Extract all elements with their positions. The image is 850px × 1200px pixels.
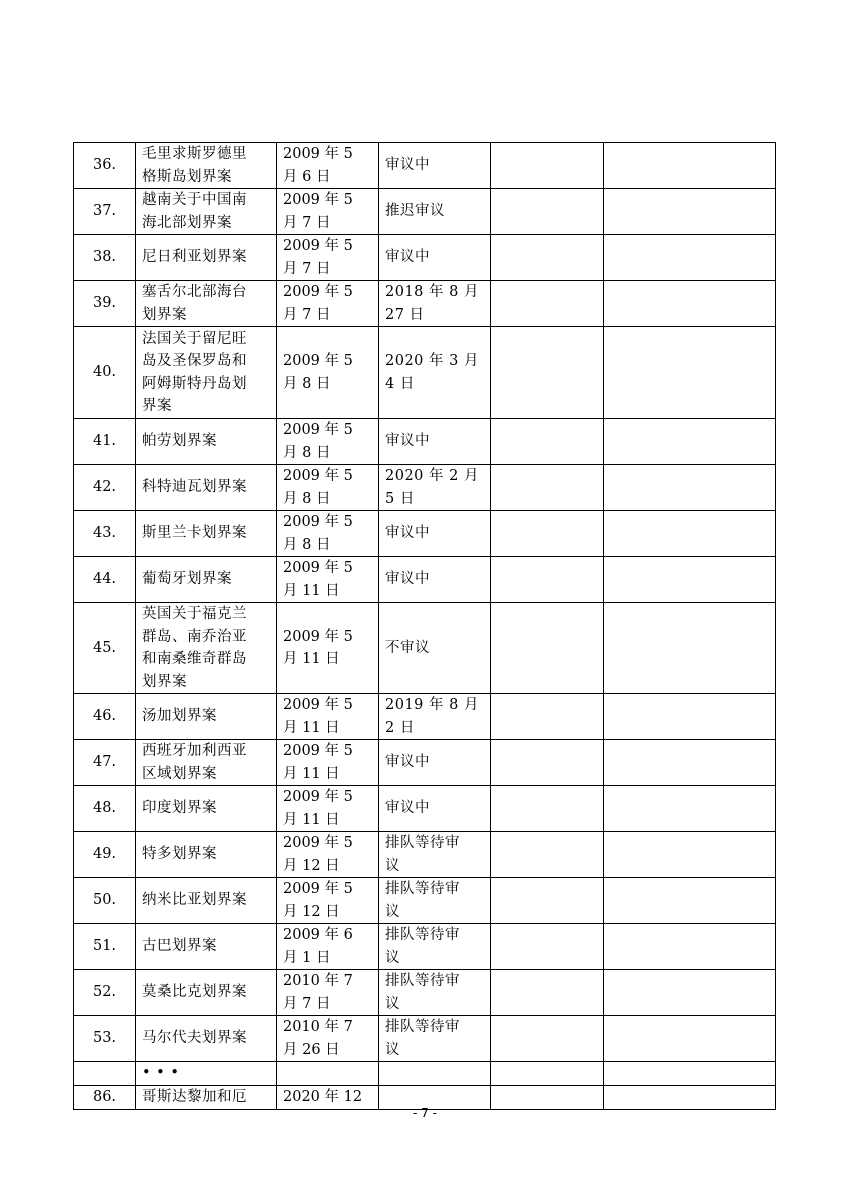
submission-name: 帕劳划界案 xyxy=(142,433,217,450)
submission-date: 2009 年 5 月 8 日 xyxy=(283,514,353,553)
table-row xyxy=(74,1062,776,1086)
table-row xyxy=(74,832,776,878)
submission-name: • • • xyxy=(142,1065,180,1082)
submission-date-cell xyxy=(277,970,379,1016)
submission-name: 塞舌尔北部海台 划界案 xyxy=(142,284,247,323)
submission-name: 特多划界案 xyxy=(142,846,217,863)
empty-cell-cell xyxy=(604,970,776,1016)
submission-name-cell xyxy=(136,603,277,694)
table-row xyxy=(74,603,776,694)
empty-cell-cell xyxy=(604,924,776,970)
table-row xyxy=(74,1016,776,1062)
submission-name-cell xyxy=(136,786,277,832)
table-row xyxy=(74,970,776,1016)
review-status-cell xyxy=(379,419,491,465)
review-status: 审议中 xyxy=(385,800,430,817)
review-status-cell xyxy=(379,786,491,832)
row-number: 45. xyxy=(92,639,117,656)
row-number-cell xyxy=(74,924,136,970)
empty-cell-cell xyxy=(604,694,776,740)
row-number: 41. xyxy=(92,433,117,450)
submission-date-cell xyxy=(277,603,379,694)
submission-date-cell xyxy=(277,281,379,327)
row-number: 52. xyxy=(92,984,117,1001)
submission-name: 汤加划界案 xyxy=(142,708,217,725)
review-status-cell xyxy=(379,924,491,970)
submission-date: 2009 年 5 月 11 日 xyxy=(283,789,353,828)
table-body xyxy=(74,143,776,1110)
submission-name-cell xyxy=(136,281,277,327)
submission-name: 西班牙加利西亚 区域划界案 xyxy=(142,743,247,782)
row-number-cell xyxy=(74,832,136,878)
submission-name-cell xyxy=(136,511,277,557)
review-status: 审议中 xyxy=(385,754,430,771)
row-number-cell xyxy=(74,603,136,694)
empty-cell-cell xyxy=(604,1062,776,1086)
table-row xyxy=(74,786,776,832)
review-status-cell xyxy=(379,603,491,694)
empty-cell-cell xyxy=(491,924,604,970)
empty-cell-cell xyxy=(491,327,604,419)
row-number: 40. xyxy=(92,364,117,381)
empty-cell-cell xyxy=(604,878,776,924)
row-number: 43. xyxy=(92,525,117,542)
row-number-cell xyxy=(74,327,136,419)
row-number-cell xyxy=(74,465,136,511)
submission-name-cell xyxy=(136,832,277,878)
empty-cell-cell xyxy=(491,511,604,557)
submission-date-cell xyxy=(277,511,379,557)
empty-cell-cell xyxy=(604,511,776,557)
submission-date-cell xyxy=(277,878,379,924)
submission-name: 葡萄牙划界案 xyxy=(142,571,232,588)
submission-name: 纳米比亚划界案 xyxy=(142,892,247,909)
review-status: 审议中 xyxy=(385,525,430,542)
review-status: 2020 年 2 月 5 日 xyxy=(385,468,479,507)
table-row xyxy=(74,419,776,465)
submission-date-cell xyxy=(277,786,379,832)
row-number: 37. xyxy=(92,203,117,220)
review-status-cell xyxy=(379,970,491,1016)
empty-cell-cell xyxy=(604,557,776,603)
review-status-cell xyxy=(379,557,491,603)
submission-date-cell xyxy=(277,419,379,465)
submission-date-cell xyxy=(277,1062,379,1086)
empty-cell-cell xyxy=(491,143,604,189)
table-row xyxy=(74,281,776,327)
submission-date: 2010 年 7 月 7 日 xyxy=(283,973,353,1012)
review-status-cell xyxy=(379,511,491,557)
review-status: 推迟审议 xyxy=(385,203,445,220)
review-status-cell xyxy=(379,281,491,327)
submission-date-cell xyxy=(277,1016,379,1062)
submission-date: 2009 年 5 月 11 日 xyxy=(283,743,353,782)
empty-cell-cell xyxy=(491,419,604,465)
empty-cell-cell xyxy=(491,1016,604,1062)
table-row xyxy=(74,878,776,924)
submission-name-cell xyxy=(136,419,277,465)
row-number-cell xyxy=(74,557,136,603)
review-status: 不审议 xyxy=(385,639,430,656)
row-number: 47. xyxy=(92,754,117,771)
row-number: 39. xyxy=(92,295,117,312)
table-row xyxy=(74,465,776,511)
review-status-cell xyxy=(379,1016,491,1062)
empty-cell-cell xyxy=(604,235,776,281)
row-number-cell xyxy=(74,281,136,327)
review-status-cell xyxy=(379,143,491,189)
review-status: 排队等待审 议 xyxy=(385,1019,460,1058)
row-number-cell xyxy=(74,235,136,281)
empty-cell-cell xyxy=(604,189,776,235)
review-status: 审议中 xyxy=(385,249,430,266)
empty-cell-cell xyxy=(491,189,604,235)
submission-name-cell xyxy=(136,970,277,1016)
empty-cell-cell xyxy=(491,465,604,511)
submission-name: 英国关于福克兰 群岛、南乔治亚 和南桑维奇群岛 划界案 xyxy=(142,606,247,690)
submission-name: 越南关于中国南 海北部划界案 xyxy=(142,192,247,231)
review-status-cell xyxy=(379,694,491,740)
submission-date: 2009 年 5 月 8 日 xyxy=(283,353,353,392)
table-row xyxy=(74,740,776,786)
submission-date-cell xyxy=(277,465,379,511)
review-status: 2020 年 3 月 4 日 xyxy=(385,353,479,392)
row-number: 44. xyxy=(92,571,117,588)
table-row xyxy=(74,235,776,281)
page-number: - 7 - xyxy=(413,1106,437,1120)
submission-date-cell xyxy=(277,327,379,419)
empty-cell-cell xyxy=(604,1016,776,1062)
submission-name-cell xyxy=(136,235,277,281)
empty-cell-cell xyxy=(491,786,604,832)
empty-cell-cell xyxy=(604,832,776,878)
submission-name: 哥斯达黎加和厄 xyxy=(142,1089,247,1106)
submission-date: 2009 年 5 月 11 日 xyxy=(283,697,353,736)
submission-name-cell xyxy=(136,924,277,970)
row-number-cell xyxy=(74,878,136,924)
row-number: 46. xyxy=(92,708,117,725)
submission-date: 2010 年 7 月 26 日 xyxy=(283,1019,353,1058)
submission-date-cell xyxy=(277,694,379,740)
empty-cell-cell xyxy=(604,465,776,511)
submission-date: 2009 年 5 月 7 日 xyxy=(283,238,353,277)
submission-date-cell xyxy=(277,832,379,878)
review-status: 排队等待审 议 xyxy=(385,835,460,874)
submission-name: 毛里求斯罗德里 格斯岛划界案 xyxy=(142,146,247,185)
submission-name: 印度划界案 xyxy=(142,800,217,817)
submission-name-cell xyxy=(136,189,277,235)
submission-name: 古巴划界案 xyxy=(142,938,217,955)
submission-name-cell xyxy=(136,740,277,786)
submission-name-cell xyxy=(136,557,277,603)
row-number-cell xyxy=(74,143,136,189)
submission-date: 2009 年 5 月 12 日 xyxy=(283,881,353,920)
row-number-cell xyxy=(74,970,136,1016)
submission-name-cell xyxy=(136,143,277,189)
submission-date: 2009 年 5 月 11 日 xyxy=(283,628,353,667)
submission-date-cell xyxy=(277,235,379,281)
review-status: 排队等待审 议 xyxy=(385,927,460,966)
submission-name-cell xyxy=(136,465,277,511)
review-status-cell xyxy=(379,878,491,924)
row-number: 49. xyxy=(92,846,117,863)
empty-cell-cell xyxy=(604,143,776,189)
review-status: 2018 年 8 月 27 日 xyxy=(385,284,479,323)
submission-name: 马尔代夫划界案 xyxy=(142,1030,247,1047)
submission-date-cell xyxy=(277,740,379,786)
row-number-cell xyxy=(74,511,136,557)
submission-name: 科特迪瓦划界案 xyxy=(142,479,247,496)
empty-cell-cell xyxy=(491,235,604,281)
review-status-cell xyxy=(379,327,491,419)
table-row xyxy=(74,189,776,235)
empty-cell-cell xyxy=(491,878,604,924)
row-number: 48. xyxy=(92,800,117,817)
review-status-cell xyxy=(379,465,491,511)
empty-cell-cell xyxy=(491,603,604,694)
submission-name: 法国关于留尼旺 岛及圣保罗岛和 阿姆斯特丹岛划 界案 xyxy=(142,330,247,414)
row-number: 53. xyxy=(92,1030,117,1047)
submission-name-cell xyxy=(136,1016,277,1062)
submission-date-cell xyxy=(277,143,379,189)
empty-cell-cell xyxy=(491,694,604,740)
empty-cell-cell xyxy=(604,603,776,694)
empty-cell-cell xyxy=(491,970,604,1016)
empty-cell-cell xyxy=(491,281,604,327)
review-status-cell xyxy=(379,832,491,878)
row-number: 50. xyxy=(92,892,117,909)
review-status: 审议中 xyxy=(385,571,430,588)
submission-date-cell xyxy=(277,189,379,235)
table-row xyxy=(74,327,776,419)
submissions-table xyxy=(73,142,776,1110)
empty-cell-cell xyxy=(604,786,776,832)
empty-cell-cell xyxy=(491,557,604,603)
submission-date: 2009 年 6 月 1 日 xyxy=(283,927,353,966)
submission-date: 2009 年 5 月 6 日 xyxy=(283,146,353,185)
empty-cell-cell xyxy=(604,281,776,327)
submission-date: 2009 年 5 月 12 日 xyxy=(283,835,353,874)
row-number-cell xyxy=(74,786,136,832)
submission-date: 2009 年 5 月 7 日 xyxy=(283,192,353,231)
row-number: 38. xyxy=(92,249,117,266)
empty-cell-cell xyxy=(491,740,604,786)
row-number-cell xyxy=(74,694,136,740)
table-row xyxy=(74,511,776,557)
review-status-cell xyxy=(379,740,491,786)
empty-cell-cell xyxy=(491,1062,604,1086)
row-number: 86. xyxy=(92,1089,117,1106)
review-status: 排队等待审 议 xyxy=(385,973,460,1012)
table-row xyxy=(74,694,776,740)
row-number: 42. xyxy=(92,479,117,496)
empty-cell-cell xyxy=(604,740,776,786)
empty-cell-cell xyxy=(604,419,776,465)
submission-name-cell xyxy=(136,327,277,419)
submission-date: 2009 年 5 月 7 日 xyxy=(283,284,353,323)
table-row xyxy=(74,924,776,970)
submission-name: 尼日利亚划界案 xyxy=(142,249,247,266)
submission-name: 斯里兰卡划界案 xyxy=(142,525,247,542)
review-status-cell xyxy=(379,235,491,281)
review-status: 2019 年 8 月 2 日 xyxy=(385,697,479,736)
table-row xyxy=(74,143,776,189)
empty-cell-cell xyxy=(491,832,604,878)
submission-date: 2009 年 5 月 8 日 xyxy=(283,422,353,461)
row-number: 36. xyxy=(92,157,117,174)
submission-name: 莫桑比克划界案 xyxy=(142,984,247,1001)
row-number-cell xyxy=(74,189,136,235)
submission-name-cell xyxy=(136,878,277,924)
empty-cell-cell xyxy=(604,327,776,419)
row-number-cell xyxy=(74,1016,136,1062)
submission-date-cell xyxy=(277,924,379,970)
review-status-cell xyxy=(379,1062,491,1086)
row-number-cell xyxy=(74,1062,136,1086)
submission-date: 2009 年 5 月 11 日 xyxy=(283,560,353,599)
row-number-cell xyxy=(74,419,136,465)
submission-name-cell xyxy=(136,694,277,740)
submission-name-cell xyxy=(136,1062,277,1086)
review-status: 排队等待审 议 xyxy=(385,881,460,920)
review-status: 审议中 xyxy=(385,157,430,174)
table-row xyxy=(74,557,776,603)
row-number-cell xyxy=(74,740,136,786)
submission-date: 2020 年 12 xyxy=(283,1089,363,1106)
review-status-cell xyxy=(379,189,491,235)
submission-date-cell xyxy=(277,557,379,603)
row-number: 51. xyxy=(92,938,117,955)
review-status: 审议中 xyxy=(385,433,430,450)
submission-date: 2009 年 5 月 8 日 xyxy=(283,468,353,507)
